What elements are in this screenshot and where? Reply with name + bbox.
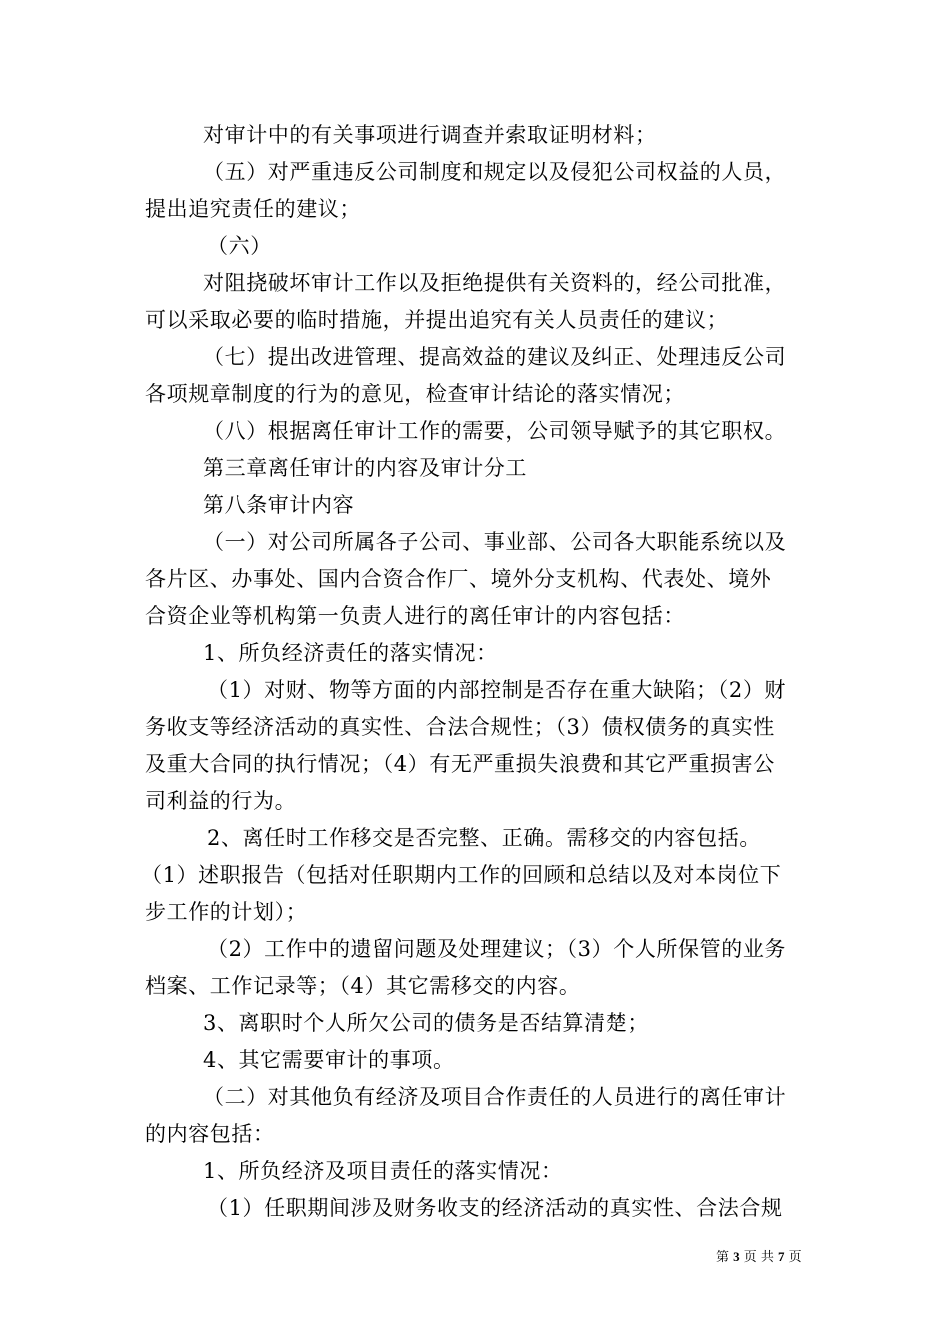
text-line: 对阻挠破坏审计工作以及拒绝提供有关资料的，经公司批准， <box>203 271 787 295</box>
text-line: 的内容包括： <box>145 1122 275 1146</box>
text-line: 2、离任时工作移交是否完整、正确。需移交的内容包括。 <box>207 826 761 850</box>
text-line: （五）对严重违反公司制度和规定以及侵犯公司权益的人员， <box>203 160 787 184</box>
text-line: 3、离职时个人所欠公司的债务是否结算清楚； <box>203 1011 649 1035</box>
text-line: 可以采取必要的临时措施，并提出追究有关人员责任的建议； <box>145 308 729 332</box>
current-page-number: 3 <box>733 1249 740 1264</box>
footer-prefix: 第 <box>716 1250 734 1265</box>
footer-suffix: 页 <box>784 1250 802 1265</box>
text-line: 档案、工作记录等；（4）其它需移交的内容。 <box>145 974 581 998</box>
text-line: （一）对公司所属各子公司、事业部、公司各大职能系统以及 <box>203 530 787 554</box>
text-line: 1、所负经济及项目责任的落实情况： <box>203 1159 563 1183</box>
page-footer <box>716 1249 802 1266</box>
text-line: 提出追究责任的建议； <box>145 197 361 221</box>
text-line: （八）根据离任审计工作的需要，公司领导赋予的其它职权。 <box>203 419 787 443</box>
text-line: 对审计中的有关事项进行调查并索取证明材料； <box>203 123 657 147</box>
text-line: （七）提出改进管理、提高效益的建议及纠正、处理违反公司 <box>203 345 787 369</box>
text-line: 第八条审计内容 <box>203 493 355 517</box>
text-line: （六） <box>207 234 272 258</box>
text-line: 合资企业等机构第一负责人进行的离任审计的内容包括： <box>145 604 685 628</box>
text-line: （二）对其他负有经济及项目合作责任的人员进行的离任审计 <box>203 1085 787 1109</box>
document-body <box>141 117 807 1227</box>
footer-middle: 页 共 <box>739 1250 779 1265</box>
text-line: 司利益的行为。 <box>145 789 297 813</box>
text-line: 步工作的计划）； <box>145 900 308 924</box>
text-line: 及重大合同的执行情况；（4）有无严重损失浪费和其它严重损害公 <box>145 752 775 776</box>
text-line: 各片区、办事处、国内合资合作厂、境外分支机构、代表处、境外 <box>145 567 772 591</box>
text-line: 务收支等经济活动的真实性、合法合规性；（3）债权债务的真实性 <box>145 715 775 739</box>
text-line: 各项规章制度的行为的意见，检查审计结论的落实情况； <box>145 382 685 406</box>
text-line: 第三章离任审计的内容及审计分工 <box>203 456 527 480</box>
text-line: 1、所负经济责任的落实情况： <box>203 641 498 665</box>
text-line: （1）对财、物等方面的内部控制是否存在重大缺陷；（2）财 <box>207 678 787 702</box>
text-line: （1）述职报告（包括对任职期内工作的回顾和总结以及对本岗位下 <box>141 863 782 887</box>
text-line: 4、其它需要审计的事项。 <box>203 1048 455 1072</box>
text-line: （1）任职期间涉及财务收支的经济活动的真实性、合法合规 <box>207 1196 783 1220</box>
text-line: （2）工作中的遗留问题及处理建议；（3）个人所保管的业务 <box>207 937 787 961</box>
total-page-number: 7 <box>778 1249 785 1264</box>
